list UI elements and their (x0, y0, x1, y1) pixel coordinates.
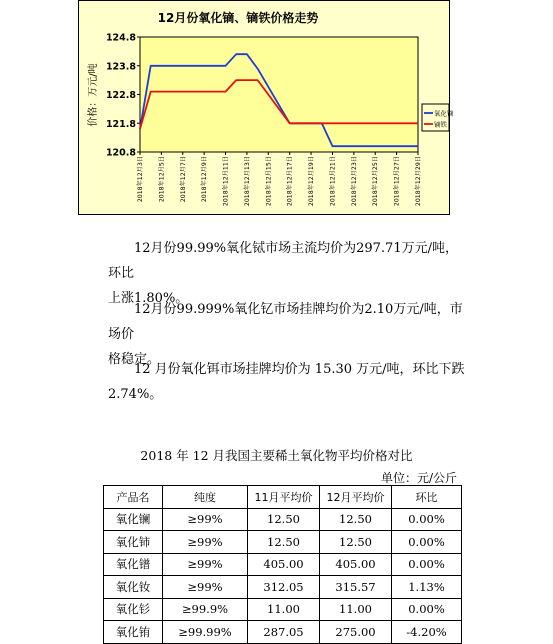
table-unit-label: 单位：元/公斤 (380, 471, 457, 485)
paragraph-line: 12月份99.999%氧化钇市场挂牌均价为2.10万元/吨，市场价 (108, 302, 463, 342)
paragraph-line: 12 月份氧化铒市场挂牌均价为 15.30 万元/吨，环比下跌 (134, 362, 465, 377)
price-trend-chart (78, 0, 454, 215)
table-row (104, 508, 462, 531)
x-tick-label: 2018年12月21日 (329, 156, 337, 207)
cell-nov-price: 12.50 (248, 508, 320, 531)
cell-mom: 1.13% (392, 576, 462, 599)
x-tick-label: 2018年12月27日 (393, 156, 401, 207)
cell-purity: ≥99.99% (163, 621, 248, 644)
price-comparison-table (103, 485, 462, 644)
header-purity: 纯度 (163, 486, 248, 509)
plot-area (140, 37, 418, 152)
cell-dec-price: 405.00 (320, 553, 392, 576)
y-tick-label: 122.8 (105, 90, 136, 101)
cell-mom: 0.00% (392, 598, 462, 621)
x-tick-label: 2018年12月5日 (158, 156, 166, 203)
header-dec-price: 12月平均价 (320, 486, 392, 509)
cell-mom: 0.00% (392, 508, 462, 531)
chart-svg (78, 0, 454, 215)
cell-nov-price: 287.05 (248, 621, 320, 644)
cell-mom: 0.00% (392, 553, 462, 576)
x-tick-label: 2018年12月9日 (201, 156, 209, 203)
cell-nov-price: 312.05 (248, 576, 320, 599)
cell-dec-price: 12.50 (320, 531, 392, 554)
header-mom: 环比 (392, 486, 462, 509)
cell-product: 氧化镧 (104, 508, 163, 531)
cell-nov-price: 405.00 (248, 553, 320, 576)
x-tick-label: 2018年12月19日 (308, 156, 316, 207)
header-product: 产品名 (104, 486, 163, 509)
table-title: 2018 年 12 月我国主要稀土氧化物平均价格对比 (140, 448, 413, 463)
x-tick-label: 2018年12月13日 (243, 156, 251, 207)
legend-label: 镝铁 (434, 120, 447, 129)
cell-product: 氧化镨 (104, 553, 163, 576)
table-row (104, 553, 462, 576)
x-tick-label: 2018年12月29日 (415, 156, 422, 207)
y-tick-label: 120.8 (105, 147, 136, 159)
y-tick-label: 124.8 (105, 32, 136, 44)
cell-mom: 0.00% (392, 531, 462, 554)
table-row (104, 576, 462, 599)
cell-product: 氧化钕 (104, 576, 163, 599)
x-tick-label: 2018年12月23日 (350, 156, 358, 207)
x-tick-label: 2018年12月17日 (286, 156, 294, 207)
table-row (104, 621, 462, 644)
x-tick-label: 2018年12月25日 (372, 156, 380, 207)
table-row (104, 531, 462, 554)
paragraph-line: 格稳定。 (108, 352, 161, 367)
paragraph-line: 12月份99.99%氧化铽市场主流均价为297.71万元/吨，环比 (108, 241, 458, 281)
chart-title: 12月份氧化镝、镝铁价格走势 (157, 11, 319, 25)
cell-purity: ≥99% (163, 531, 248, 554)
cell-purity: ≥99% (163, 553, 248, 576)
cell-mom: -4.20% (392, 621, 462, 644)
cell-dec-price: 11.00 (320, 598, 392, 621)
cell-purity: ≥99.9% (163, 598, 248, 621)
cell-product: 氧化钐 (104, 598, 163, 621)
cell-nov-price: 12.50 (248, 531, 320, 554)
table-header-row (104, 486, 462, 509)
y-tick-label: 121.8 (105, 118, 136, 130)
header-nov-price: 11月平均价 (248, 486, 320, 509)
x-tick-label: 2018年12月11日 (222, 156, 230, 207)
table-row (104, 598, 462, 621)
cell-product: 氧化铈 (104, 531, 163, 554)
paragraph-erbium (108, 357, 470, 407)
cell-purity: ≥99% (163, 508, 248, 531)
x-tick-label: 2018年12月3日 (137, 156, 144, 203)
legend-label: 氧化镝 (434, 109, 454, 118)
y-tick-label: 123.8 (105, 61, 136, 73)
chart-legend (422, 104, 454, 131)
paragraph-line: 上涨1.80%。 (108, 291, 189, 306)
x-tick-label: 2018年12月7日 (179, 156, 187, 203)
cell-purity: ≥99% (163, 576, 248, 599)
cell-product: 氧化铕 (104, 621, 163, 644)
paragraph-line: 2.74%。 (108, 387, 163, 402)
cell-dec-price: 12.50 (320, 508, 392, 531)
cell-dec-price: 275.00 (320, 621, 392, 644)
x-tick-label: 2018年12月15日 (265, 156, 273, 207)
y-axis-title: 价格：万元/吨 (88, 63, 99, 127)
cell-dec-price: 315.57 (320, 576, 392, 599)
cell-nov-price: 11.00 (248, 598, 320, 621)
